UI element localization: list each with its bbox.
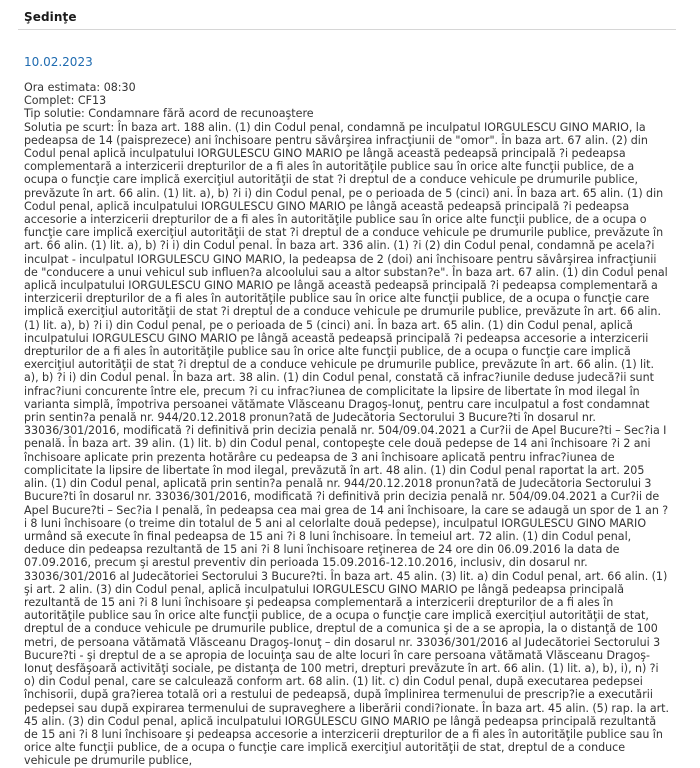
panel-row (24, 94, 670, 107)
panel-label: Complet: (24, 94, 75, 108)
estimated-time-label: Ora estimata: (24, 81, 101, 94)
solution-summary (24, 121, 670, 768)
estimated-time-value: 08:30 (103, 81, 136, 94)
panel-value: CF13 (77, 94, 107, 108)
solution-summary-text: În baza art. 188 alin. (1) din Codul penal, condamnă pe inculpatul IORGULESCU GINO MARIO, la pedeapsa de 14 (paisprezece) ani închisoare pentru săvârşirea infracţiunii de "omor". În baza art. 67 alin. (2) din Codul penal aplică inculpatului IORGULESCU GINO MARIO pe lângă această pedeapsă principală ?i pedeapsa complementară a interzicerii drepturilor de a fi ales în autorităţile publice sau în orice alte funcţii publice, de a ocupa o funcţie care implică exerciţiul autorităţii de stat ?i dreptul de a conduce vehicule pe drumurile publice, prevăzute în art. 66 alin. (1) lit. a), b) ?i i) din Codul penal, pe o perioada de 5 (cinci) ani. În baza art. 65 alin. (1) din Codul penal, aplică inculpatului IORGULESCU GINO MARIO pe lângă această pedeapsă principală ?i pedeapsa accesorie a interzicerii drepturilor de a fi ales în autorităţile publice sau în orice alte funcţii publice, de a ocupa o funcţie care implică exerciţiul autorităţii de stat ?i dreptul de a conduce vehicule pe drumurile publice, prevăzute în art. 66 alin. (1) lit. a), b) ?i i) din Codul penal. În baza art. 336 alin. (1) ?i (2) din Codul penal, condamnă pe acela?i inculpat - inculpatul IORGULESCU GINO MARIO, la pedeapsa de 2 (doi) ani închisoare pentru săvârşirea infracţiunii de "conducere a unui vehicul sub influen?a alcoolului sau a altor substan?e". În baza art. 67 alin. (1) din Codul penal aplică inculpatului IORGULESCU GINO MARIO pe lângă această pedeapsă principală ?i pedeapsa complementară a interzicerii drepturilor de a fi ales în autorităţile publice sau în orice alte funcţii publice, de a ocupa o funcţie care implică exerciţiul autorităţii de stat ?i dreptul de a conduce vehicule pe drumurile publice, prevăzute în art. 66 alin. (1) lit. a), b) ?i i) din Codul penal, pe o perioada de 5 (cinci) ani. În baza art. 65 alin. (1) din Codul penal, aplică inculpatului IORGULESCU GINO MARIO pe lângă această pedeapsă principală ?i pedeapsa accesorie a interzicerii drepturilor de a fi ales în autorităţile publice sau în orice alte funcţii publice, de a ocupa o funcţie care implică exerciţiul autorităţii de stat ?i dreptul de a conduce vehicule pe drumurile publice, prevăzute în art. 66 alin. (1) lit. a), b) ?i i) din Codul penal. În baza art. 38 alin. (1) din Codul penal, constată că infrac?iunile deduse judecă?ii sunt infrac?iuni concurente între ele, precum ?i cu infrac?iunea de complicitate la lipsire de libertate în mod ilegal în varianta simplă, împotriva persoanei vătămate Vlăsceanu Dragoş-Ionuţ, pentru care inculpatul a fost condamnat prin sentin?a penală nr. 944/20.12.2018 pronun?ată de Judecătoria Sectorului 3 Bucure?ti în dosarul nr. 33036/301/2016, modificată ?i definitivă prin decizia penală nr. 504/09.04.2021 a Cur?ii de Apel Bucure?ti – Sec?ia I penală. În baza art. 39 alin. (1) lit. b) din Codul penal, contopeşte cele două pedepse de 14 ani închisoare ?i 2 ani închisoare aplicate prin prezenta hotărâre cu pedeapsa de 3 ani închisoare aplicată pentru infrac?iunea de complicitate la lipsire de libertate în mod ilegal, prevăzută în art. 48 alin. (1) din Codul penal raportat la art. 205 alin. (1) din Codul penal, aplicată prin sentin?a penală nr. 944/20.12.2018 pronun?ată de Judecătoria Sectorului 3 Bucure?ti în dosarul nr. 33036/301/2016, modificată ?i definitivă prin decizia penală nr. 504/09.04.2021 a Cur?ii de Apel Bucure?ti – Sec?ia I penală, în pedeapsa cea mai grea de 14 ani închisoare, la care se adaugă un spor de 1 an ?i 8 luni închisoare (o treime din totalul de 5 ani al celorlalte două pedepse), inculpatul IORGULESCU GINO MARIO urmând să execute în final pedeapsa de 15 ani ?i 8 luni închisoare. În temeiul art. 72 alin. (1) din Codul penal, deduce din pedeapsa rezultantă de 15 ani ?i 8 luni închisoare reţinerea de 24 ore din 06.09.2016 la data de 07.09.2016, precum şi arestul preventiv din perioada 15.09.2016-12.10.2016, inclusiv, din dosarul nr. 33036/301/2016 al Judecătoriei Sectorului 3 Bucure?ti. În baza art. 45 alin. (3) lit. a) din Codul penal, art. 66 alin. (1) şi art. 2 alin. (3) din Codul penal, aplică inculpatului IORGULESCU GINO MARIO pe lângă pedeapsa principală rezultantă de 15 ani ?i 8 luni închisoare şi pedeapsa complementară a interzicerii drepturilor de a fi ales în autorităţile publice sau în orice alte funcţii publice, de a ocupa o funcţie care implică exerciţiul autorităţii de stat, dreptul de a conduce vehicule pe drumurile publice, dreptul de a comunica şi de a se apropia, la o distanţă de 100 metri, de persoana vătămată Vlăsceanu Dragoş-Ionuţ – din dosarul nr. 33036/301/2016 al Judecătoriei Sectorului 3 Bucure?ti - şi dreptul de a se apropia de locuinţa sau de alte locuri în care persoana vătămată Vlăsceanu Dragoş-Ionuţ desfăşoară activităţi sociale, pe distanţa de 100 metri, drepturi prevăzute în art. 66 alin. (1) lit. a), b), i), n) ?i o) din Codul penal, care se calculează conform art. 68 alin. (1) lit. c) din Codul penal, după executarea pedepsei închisorii, după gra?ierea totală ori a restului de pedeapsă, după împlinirea termenului de prescrip?ie a executării pedepsei sau după expirarea termenului de supraveghere a liberării condi?ionate. În baza art. 45 alin. (5) rap. la art. 45 alin. (3) din Codul penal, aplică inculpatului IORGULESCU GINO MARIO pe lângă pedeapsa principală rezultantă de 15 ani ?i 8 luni închisoare şi pedeapsa accesorie a interzicerii drepturilor de a fi ales în autorităţile publice sau în orice alte funcţii publice, de a ocupa o funcţie care implică exerciţiul autorităţii de stat, dreptul de a conduce vehicule pe drumurile publice, (24, 120, 670, 768)
solution-type-label: Tip solutie: (24, 107, 85, 121)
solution-type-row (24, 107, 670, 120)
section-title: Şedinţe (24, 10, 77, 24)
estimated-time-row (24, 81, 670, 94)
session-date-link[interactable]: 10.02.2023 (24, 55, 93, 69)
session-details (24, 81, 670, 768)
solution-type-value: Condamnare fără acord de recunoaştere (88, 107, 314, 121)
solution-summary-label: Solutia pe scurt: (24, 120, 115, 134)
section-divider (18, 29, 676, 30)
